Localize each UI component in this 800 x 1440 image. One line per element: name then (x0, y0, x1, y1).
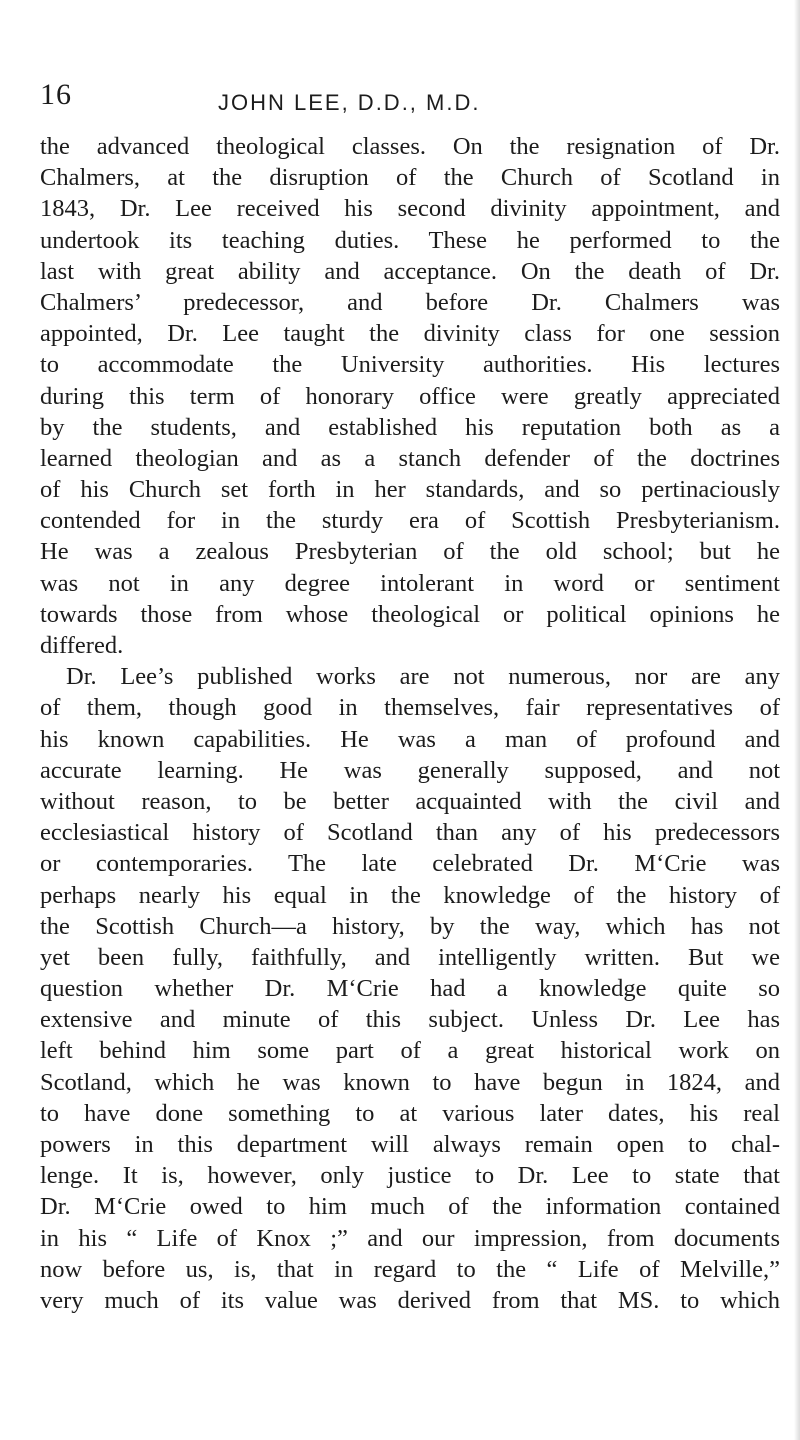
text-line: or contemporaries. The late celebrated Dr. M‘Crie was (40, 850, 780, 878)
text-line: of them, though good in themselves, fair representatives of (40, 694, 780, 722)
text-line: Chalmers, at the disruption of the Church of Scotland in (40, 164, 780, 192)
text-line: in his “ Life of Knox ;” and our impression, from documents (40, 1224, 780, 1252)
text-line: Dr. M‘Crie owed to him much of the information contained (40, 1193, 780, 1221)
text-line: very much of its value was derived from that MS. to which (40, 1286, 780, 1314)
text-line: left behind him some part of a great historical work on (40, 1037, 780, 1065)
text-line: the advanced theological classes. On the resignation of Dr. (40, 133, 780, 160)
text-line: now before us, is, that in regard to the “ Life of Melville,” (40, 1255, 780, 1283)
text-line: ecclesiastical history of Scotland than any of his predecessors (40, 819, 780, 847)
text-line: 1843, Dr. Lee received his second divinity appointment, and (40, 195, 780, 223)
text-line: his known capabilities. He was a man of profound and (40, 725, 780, 753)
page-number: 16 (40, 78, 72, 111)
text-line: was not in any degree intolerant in word or sentiment (40, 569, 780, 597)
text-line: powers in this department will always remain open to chal- (40, 1131, 780, 1158)
paragraph-1 (40, 131, 780, 661)
text-line: undertook its teaching duties. These he performed to the (40, 226, 780, 254)
text-line: Dr. Lee’s published works are not numerous, nor are any (66, 663, 780, 691)
text-line: perhaps nearly his equal in the knowledge of the history of (40, 881, 780, 909)
text-line: to accommodate the University authorities. His lectures (40, 351, 780, 379)
body-text (40, 131, 780, 1316)
text-line: yet been fully, faithfully, and intelligently written. But we (40, 943, 780, 971)
text-line: by the students, and established his reputation both as a (40, 413, 780, 441)
text-line: He was a zealous Presbyterian of the old school; but he (40, 538, 780, 566)
text-line: of his Church set forth in her standards, and so pertinaciously (40, 476, 780, 504)
text-line: without reason, to be better acquainted with the civil and (40, 787, 780, 815)
paragraph-2 (40, 661, 780, 1316)
running-head: JOHN LEE, D.D., M.D. (218, 90, 481, 115)
text-line: Chalmers’ predecessor, and before Dr. Chalmers was (40, 288, 780, 316)
text-line: lenge. It is, however, only justice to Dr. Lee to state that (40, 1162, 780, 1190)
text-line: learned theologian and as a stanch defender of the doctrines (40, 444, 780, 472)
text-line: appointed, Dr. Lee taught the divinity class for one session (40, 320, 780, 348)
page-edge-shadow (794, 0, 800, 1440)
text-line: differed. (40, 632, 124, 659)
text-line: contended for in the sturdy era of Scottish Presbyterianism. (40, 507, 780, 535)
text-line: during this term of honorary office were greatly appreciated (40, 382, 780, 410)
text-line: towards those from whose theological or political opinions he (40, 600, 780, 628)
text-line: question whether Dr. M‘Crie had a knowledge quite so (40, 975, 780, 1003)
text-line: extensive and minute of this subject. Unless Dr. Lee has (40, 1006, 780, 1034)
text-line: to have done something to at various later dates, his real (40, 1099, 780, 1127)
text-line: Scotland, which he was known to have begun in 1824, and (40, 1068, 780, 1096)
text-line: accurate learning. He was generally supposed, and not (40, 756, 780, 784)
text-line: last with great ability and acceptance. On the death of Dr. (40, 257, 780, 285)
text-line: the Scottish Church—a history, by the way, which has not (40, 912, 780, 940)
